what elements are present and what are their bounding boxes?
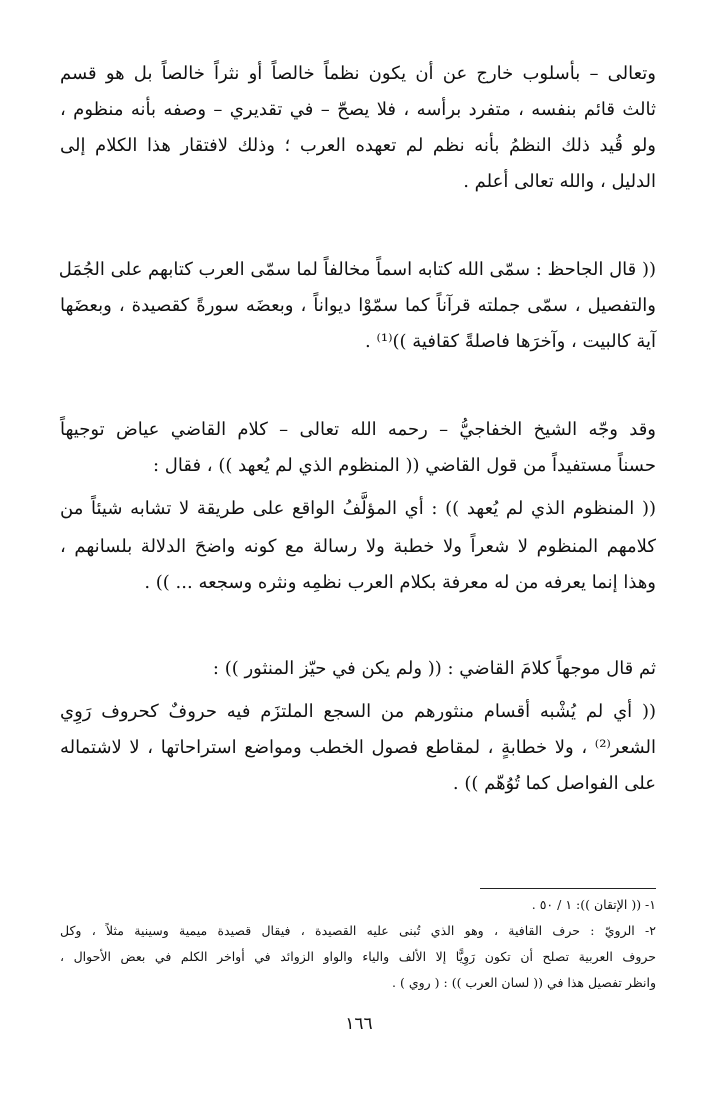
paragraph-1-line-2: ثالث قائم بنفسه ، متفرد برأسه ، فلا يصحّ – في تقديري – وصفه بأنه منظوم ،: [60, 99, 656, 120]
paragraph-2-line-1: (( قال الجاحظ : سمّى الله كتابه اسماً مخالفاً لما سمّى العرب كتابهم على الجُمَل: [58, 259, 656, 280]
paragraph-3-line-1: وقد وجّه الشيخ الخفاجيُّ – رحمه الله تعالى – كلام القاضي عياض توجيهاً: [60, 419, 656, 440]
paragraph-1-line-1: وتعالى – بأسلوب خارج عن أن يكون نظماً خالصاً أو نثراً خالصاً بل هو قسم: [60, 63, 656, 84]
paragraph-6-line-2: الشعر⁽²⁾ ، ولا خطابةٍ ، لمقاطع فصول الخطب ومواضع استراحاتها ، لا لاشتماله: [60, 737, 656, 758]
paragraph-2-line-2: والتفصيل ، سمّى جملته قرآناً كما سمّوْا ديواناً ، وبعضَه سورةً كقصيدة ، وبعضَها: [60, 295, 656, 316]
page-number: ١٦٦: [345, 1014, 373, 1034]
footnote-2-line-1: ٢- الرويّ : حرف القافية ، وهو الذي تُبنى عليه القصيدة ، فيقال قصيدة ميمية وسينية مثلاً ، وكل: [60, 923, 656, 938]
paragraph-4-line-2: كلامهم المنظوم لا شعراً ولا خطبة ولا رسالة مع كونه واضحَ الدلالة بلسانهم ،: [60, 536, 656, 557]
paragraph-4-line-1: (( المنظوم الذي لم يُعهد )) : أي المؤلَّفُ الواقع على طريقة لا تشابه شيئاً من: [60, 498, 656, 519]
paragraph-6-line-1: (( أي لم يُشْبه أقسام منثورهم من السجع الملتزَم فيه حروفٌ كحروف رَوِي: [60, 701, 656, 722]
footnote-1: ١- (( الإتقان )): ١ / ٥٠ .: [531, 897, 656, 912]
paragraph-5-line-1: ثم قال موجهاً كلامَ القاضي : (( ولم يكن في حيّز المنثور )) :: [212, 658, 656, 679]
footnote-2-line-3: وانظر تفصيل هذا في (( لسان العرب )) : ( روي ) .: [392, 975, 656, 990]
footnote-separator: [480, 888, 656, 889]
paragraph-1-line-3: ولو قُيد ذلك النظمُ بأنه نظم لم تعهده العرب ؛ وذلك لافتقار هذا الكلام إلى: [60, 135, 656, 156]
paragraph-2-line-3: آية كالبيت ، وآخرَها فاصلةً كقافية ))⁽¹⁾ .: [365, 331, 656, 352]
paragraph-3-line-2: حسناً مستفيداً من قول القاضي (( المنظوم الذي لم يُعهد )) ، فقال :: [153, 455, 656, 476]
paragraph-4-line-3: وهذا إنما يعرفه من له معرفة بكلام العرب نظمِه ونثره وسجعه ... )) .: [144, 572, 656, 593]
footnote-2-line-2: حروف العربية تصلح أن تكون رَوِيًّا إلا الألف والياء والواو الزوائد في أواخر الكلم في بعض الأحوال ،: [60, 949, 656, 964]
paragraph-1-line-4: الدليل ، والله تعالى أعلم .: [463, 171, 656, 192]
paragraph-6-line-3: على الفواصل كما تُوُهّم )) .: [452, 773, 656, 794]
